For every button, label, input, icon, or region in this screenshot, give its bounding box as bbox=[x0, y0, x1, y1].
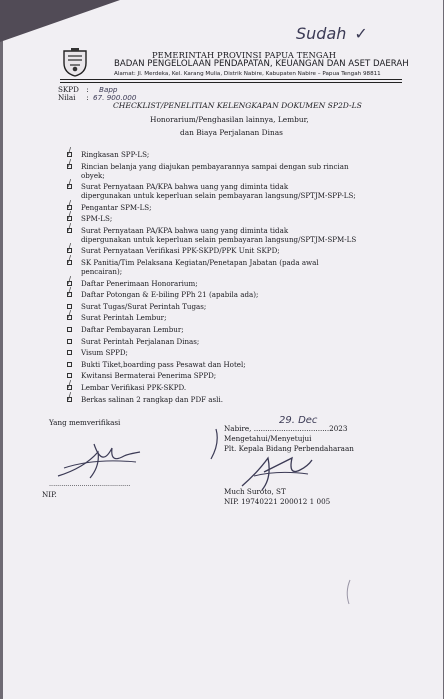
check-mark-icon: / bbox=[68, 179, 72, 190]
verifier-dots: ........................................ bbox=[49, 480, 131, 488]
check-mark-icon: / bbox=[68, 222, 72, 233]
check-mark-icon: / bbox=[68, 158, 72, 169]
approval-label: Mengetahui/Menyetujui bbox=[224, 434, 312, 443]
checklist-item-text: pencairan); bbox=[81, 266, 123, 276]
verifier-signature bbox=[54, 438, 144, 482]
verifier-nip: NIP. bbox=[42, 490, 57, 499]
check-mark-icon: / bbox=[68, 391, 72, 402]
nilai-label: Nilai bbox=[58, 93, 76, 102]
checklist-item-text: Daftar Penerimaan Honorarium; bbox=[81, 278, 198, 288]
checklist-item-text: Daftar Pembayaran Lembur; bbox=[81, 324, 184, 334]
checklist-item-text: Surat Tugas/Surat Perintah Tugas; bbox=[81, 301, 207, 311]
checkbox bbox=[67, 304, 72, 309]
checklist-item-text: Surat Perintah Perjalanan Dinas; bbox=[81, 336, 200, 346]
skpd-value: Bapp bbox=[99, 85, 118, 94]
nilai-value: 67. 900.000 bbox=[93, 93, 137, 102]
checklist-item-text: dipergunakan untuk keperluan selain pembayaran langsung/SPTJM-SPP-LS; bbox=[81, 191, 356, 201]
check-mark-icon: / bbox=[68, 243, 72, 254]
header-address: Alamat: Jl. Merdeka, Kel. Karang Mulia, Distrik Nabire, Kabupaten Nabire – Papua Tengah 98811 bbox=[114, 71, 381, 77]
checklist-item-text: Lembar Verifikasi PPK-SKPD. bbox=[81, 382, 187, 392]
checklist-item-text: Surat Pernyataan Verifikasi PPK-SKPD/PPK Unit SKPD; bbox=[81, 246, 280, 256]
checklist-item-text: Ringkasan SPP-LS; bbox=[81, 150, 150, 159]
header-rule-thin bbox=[60, 82, 402, 83]
checklist-item-text: Visum SPPD; bbox=[81, 348, 128, 358]
checklist-item-text: Surat Pernyataan PA/KPA bahwa uang yang diminta tidak bbox=[81, 182, 289, 192]
date-stroke bbox=[208, 427, 220, 461]
check-mark-icon: / bbox=[68, 287, 72, 298]
nilai-separator: : bbox=[86, 93, 89, 102]
background-corner bbox=[0, 0, 120, 42]
approver-name: Much Suroto, ST bbox=[224, 487, 286, 496]
checklist-item-text: Bukti Tiket,boarding pass Pesawat dan Hotel; bbox=[81, 359, 246, 369]
verifier-label: Yang memverifikasi bbox=[49, 418, 121, 427]
document-title: CHECKLIST/PENELITIAN KELENGKAPAN DOKUMEN SP2D-LS bbox=[113, 101, 362, 110]
checklist-item-text: Surat Pernyataan PA/KPA bahwa uang yang diminta tidak bbox=[81, 225, 289, 235]
check-mark-icon: / bbox=[68, 310, 72, 321]
checklist-item-text: SPM-LS; bbox=[81, 214, 113, 224]
header-government: PEMERINTAH PROVINSI PAPUA TENGAH bbox=[152, 50, 337, 60]
checklist-item-text: dipergunakan untuk keperluan selain pembayaran langsung/SPTJM-SPM-LS bbox=[81, 234, 357, 244]
checklist-item-text: Surat Perintah Lembur; bbox=[81, 313, 167, 323]
check-mark-icon: / bbox=[68, 147, 72, 157]
checklist-item-text: Rincian belanja yang diajukan pembayarannya sampai dengan sub rincian bbox=[81, 161, 349, 171]
check-mark-icon: / bbox=[68, 379, 72, 390]
pen-mark bbox=[344, 578, 354, 606]
header-rule-thick bbox=[60, 79, 402, 80]
checklist-item-text: Berkas salinan 2 rangkap dan PDF asli. bbox=[81, 394, 223, 404]
check-mark-icon: / bbox=[68, 275, 72, 286]
check-mark-icon: / bbox=[68, 255, 72, 266]
checklist-item-text: SK Panitia/Tim Pelaksana Kegiatan/Penetapan Jabatan (pada awal bbox=[81, 258, 319, 268]
approver-signature bbox=[238, 452, 318, 492]
checklist-item-text: Daftar Potongan & E-biling PPh 21 (apabila ada); bbox=[81, 290, 259, 300]
checkbox bbox=[67, 339, 72, 344]
date-handwritten: 29. Dec bbox=[279, 415, 318, 426]
document-subtitle-1: Honorarium/Penghasilan lainnya, Lembur, bbox=[150, 115, 309, 124]
document-subtitle-2: dan Biaya Perjalanan Dinas bbox=[180, 128, 283, 137]
checkbox bbox=[67, 362, 72, 367]
approver-title: Plt. Kepala Bidang Perbendaharaan bbox=[224, 444, 354, 453]
skpd-separator: : bbox=[86, 85, 89, 94]
handwritten-note: Sudah ✓ bbox=[296, 24, 368, 43]
checkbox bbox=[67, 327, 72, 332]
check-mark-icon: / bbox=[68, 211, 72, 222]
check-mark-icon: ✓ bbox=[354, 24, 368, 43]
province-logo-icon bbox=[62, 47, 88, 77]
place-date-row bbox=[224, 415, 348, 433]
checklist-item-text: Pengantar SPM-LS; bbox=[81, 202, 152, 212]
checklist-item-text: Kwitansi Bermaterai Penerima SPPD; bbox=[81, 371, 217, 381]
checklist-item-text: obyek; bbox=[81, 170, 105, 180]
check-mark-icon: / bbox=[68, 199, 72, 210]
checkbox bbox=[67, 350, 72, 355]
skpd-label: SKPD bbox=[58, 85, 79, 94]
place-date: Nabire, .................................2023 bbox=[224, 424, 348, 433]
checkbox bbox=[67, 373, 72, 378]
approver-nip: NIP. 19740221 200012 1 005 bbox=[224, 497, 331, 506]
header-agency: BADAN PENGELOLAAN PENDAPATAN, KEUANGAN DAN ASET DAERAH bbox=[114, 59, 409, 69]
